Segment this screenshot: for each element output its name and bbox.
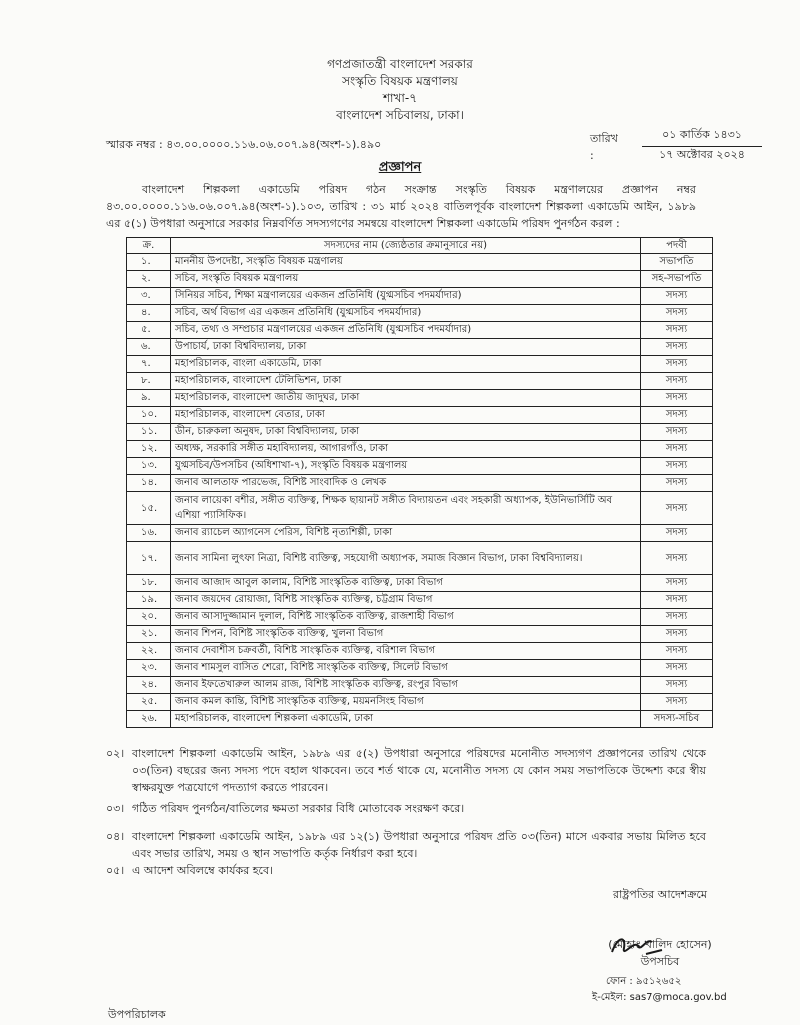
table-row — [127, 626, 713, 643]
serial-cell: ৬. — [127, 339, 171, 356]
member-name-cell: ডীন, চারুকলা অনুষদ, ঢাকা বিশ্ববিদ্যালয়, ঢাকা — [171, 424, 641, 441]
serial-cell: ১৭. — [127, 542, 171, 575]
col-header-serial: ক্র. — [127, 238, 171, 254]
serial-cell: ২. — [127, 271, 171, 288]
serial-cell: ১৮. — [127, 575, 171, 592]
table-row — [127, 694, 713, 711]
member-role-cell: সদস্য — [641, 492, 713, 525]
col-header-role: পদবী — [641, 238, 713, 254]
table-row — [127, 677, 713, 694]
table-row — [127, 424, 713, 441]
table-row — [127, 254, 713, 271]
member-name-cell: জনাব কমল কান্তি, বিশিষ্ট সাংস্কৃতিক ব্যক্তিত্ব, ময়মনসিংহ বিভাগ — [171, 694, 641, 711]
serial-cell: ২৬. — [127, 711, 171, 728]
serial-cell: ২০. — [127, 609, 171, 626]
member-role-cell: সদস্য — [641, 542, 713, 575]
table-row — [127, 542, 713, 575]
serial-cell: ১৫. — [127, 492, 171, 525]
member-name-cell: জনাব দেবাশীস চক্রবর্তী, বিশিষ্ট সাংস্কৃতিক ব্যক্তিত্ব, বরিশাল বিভাগ — [171, 643, 641, 660]
serial-cell: ৪. — [127, 305, 171, 322]
table-row — [127, 475, 713, 492]
serial-cell: ১. — [127, 254, 171, 271]
serial-cell: ৭. — [127, 356, 171, 373]
members-table — [126, 237, 713, 728]
member-role-cell: সদস্য — [641, 322, 713, 339]
member-name-cell: সচিব, অর্থ বিভাগ এর একজন প্রতিনিধি (যুগ্মসচিব পদমর্যাদার) — [171, 305, 641, 322]
member-role-cell: সদস্য — [641, 475, 713, 492]
clause-number: ০৩। — [106, 802, 125, 815]
serial-cell: ৯. — [127, 390, 171, 407]
clause-3 — [106, 800, 706, 817]
member-name-cell: মহাপরিচালক, বাংলাদেশ টেলিভিশন, ঢাকা — [171, 373, 641, 390]
member-name-cell: মহাপরিচালক, বাংলা একাডেমি, ঢাকা — [171, 356, 641, 373]
member-role-cell: সদস্য — [641, 626, 713, 643]
member-name-cell: সচিব, সংস্কৃতি বিষয়ক মন্ত্রণালয় — [171, 271, 641, 288]
serial-cell: ১৬. — [127, 525, 171, 542]
table-row — [127, 660, 713, 677]
branch-name: শাখা-৭ — [382, 91, 418, 105]
members-table-body — [127, 254, 713, 728]
clause-2 — [106, 745, 706, 796]
table-row — [127, 492, 713, 525]
member-name-cell: জনাব জয়দেব রোয়াজা, বিশিষ্ট সাংস্কৃতিক ব্যক্তিত্ব, চট্টগ্রাম বিভাগ — [171, 592, 641, 609]
clause-text: গঠিত পরিষদ পুনর্গঠন/বাতিলের ক্ষমতা সরকার বিধি মোতাবেক সংরক্ষণ করে। — [132, 802, 465, 815]
serial-cell: ১২. — [127, 441, 171, 458]
member-name-cell: জনাব আজাদ আবুল কালাম, বিশিষ্ট সাংস্কৃতিক ব্যক্তিত্ব, ঢাকা বিভাগ — [171, 575, 641, 592]
member-role-cell: সদস্য — [641, 694, 713, 711]
table-row — [127, 339, 713, 356]
member-name-cell: জনাব ইফতেখারুল আলম রাজ, বিশিষ্ট সাংস্কৃতিক ব্যক্তিত্ব, রংপুর বিভাগ — [171, 677, 641, 694]
member-role-cell: সদস্য — [641, 373, 713, 390]
signatory-phone: ফোন : ৯৫১২৬৫২ — [606, 976, 682, 987]
member-role-cell: সদস্য — [641, 441, 713, 458]
member-name-cell: যুগ্মসচিব/উপসচিব (অধিশাখা-৭), সংস্কৃতি বিষয়ক মন্ত্রণালয় — [171, 458, 641, 475]
member-name-cell: অধ্যক্ষ, সরকারি সঙ্গীত মহাবিদ্যালয়, আগারগাঁও, ঢাকা — [171, 441, 641, 458]
intro-paragraph: বাংলাদেশ শিল্পকলা একাডেমি পরিষদ গঠন সংক্রান্ত সংস্কৃতি বিষয়ক মন্ত্রণালয়ের প্রজ্ঞাপন নম্বর ৪৩.০০.০০০০.১১৬.০৬.০০৭.৯৪(অংশ-১).১০৩, তারিখ : ৩১ মার্চ ২০২৪ বাতিলপূর্বক বাংলাদেশ শিল্পকলা একাডেমি আইন, ১৯৮৯ এর ৫(১) উপধারা অনুসারে সরকার নিম্নবর্ণিত সদস্যগণের সমন্বয়ে বাংলাদেশ শিল্পকলা একাডেমি পরিষদ পুনর্গঠন করল : — [106, 183, 696, 230]
ministry-name: সংস্কৃতি বিষয়ক মন্ত্রণালয় — [342, 74, 458, 88]
table-row — [127, 525, 713, 542]
member-name-cell: জনাব শিপন, বিশিষ্ট সাংস্কৃতিক ব্যক্তিত্ব, খুলনা বিভাগ — [171, 626, 641, 643]
date-label: তারিখ : — [590, 132, 618, 162]
recipient-label: উপপরিচালক — [108, 1008, 166, 1021]
serial-cell: ৫. — [127, 322, 171, 339]
col-header-name: সদস্যদের নাম (জ্যেষ্ঠতার ক্রমানুসারে নয়) — [171, 238, 641, 254]
signatory-name: (মোহাঃ খালিদ হোসেন) — [608, 938, 712, 951]
table-row — [127, 441, 713, 458]
member-name-cell: জনাব লায়েকা বশীর, সঙ্গীত ব্যক্তিত্ব, শিক্ষক ছায়ানট সঙ্গীত বিদ্যায়তন এবং সহকারী অধ্যাপক, ইউনিভার্সিটি অব এশিয়া প্যাসিফিক। — [171, 492, 641, 525]
office-address: বাংলাদেশ সচিবালয়, ঢাকা। — [336, 108, 464, 122]
table-row — [127, 592, 713, 609]
serial-cell: ২৫. — [127, 694, 171, 711]
table-row — [127, 458, 713, 475]
serial-cell: ১৯. — [127, 592, 171, 609]
serial-cell: ১০. — [127, 407, 171, 424]
member-name-cell: মাননীয় উপদেষ্টা, সংস্কৃতি বিষয়ক মন্ত্রণালয় — [171, 254, 641, 271]
member-role-cell: সদস্য — [641, 592, 713, 609]
table-row — [127, 711, 713, 728]
clause-5 — [106, 862, 706, 879]
member-role-cell: সদস্য — [641, 643, 713, 660]
serial-cell: ১৩. — [127, 458, 171, 475]
date-english: ১৭ অক্টোবর ২০২৪ — [659, 148, 745, 161]
member-role-cell: সদস্য — [641, 609, 713, 626]
member-role-cell: সদস্য — [641, 390, 713, 407]
serial-cell: ৩. — [127, 288, 171, 305]
notice-title: প্রজ্ঞাপন — [378, 160, 422, 175]
serial-cell: ১১. — [127, 424, 171, 441]
signatory-designation: উপসচিব — [640, 955, 680, 968]
member-name-cell: সিনিয়র সচিব, শিক্ষা মন্ত্রণালয়ের একজন প্রতিনিধি (যুগ্মসচিব পদমর্যাদার) — [171, 288, 641, 305]
serial-cell: ২২. — [127, 643, 171, 660]
clause-text: বাংলাদেশ শিল্পকলা একাডেমি আইন, ১৯৮৯ এর ১২(১) উপধারা অনুসারে পরিষদ প্রতি ০৩(তিন) মাসে একবার সভায় মিলিত হবে এবং সভার তারিখ, সময় ও স্থান সভাপতি কর্তৃক নির্ধারণ করা হবে। — [132, 830, 706, 860]
member-role-cell: সদস্য — [641, 525, 713, 542]
letterhead — [0, 56, 800, 124]
date-bangla: ০১ কার্তিক ১৪৩১ — [642, 126, 762, 147]
clause-text: এ আদেশ অবিলম্বে কার্যকর হবে। — [132, 864, 274, 877]
member-name-cell: জনাব র‍্যাচেল অ্যাগনেস পেরিস, বিশিষ্ট নৃত্যশিল্পী, ঢাকা — [171, 525, 641, 542]
member-name-cell: সচিব, তথ্য ও সম্প্রচার মন্ত্রণালয়ের একজন প্রতিনিধি (যুগ্মসচিব পদমর্যাদার) — [171, 322, 641, 339]
member-name-cell: মহাপরিচালক, বাংলাদেশ শিল্পকলা একাডেমি, ঢাকা — [171, 711, 641, 728]
table-row — [127, 575, 713, 592]
member-name-cell: জনাব আসাদুজ্জামান দুলাল, বিশিষ্ট সাংস্কৃতিক ব্যক্তিত্ব, রাজশাহী বিভাগ — [171, 609, 641, 626]
member-role-cell: সদস্য — [641, 424, 713, 441]
member-role-cell: সদস্য — [641, 458, 713, 475]
table-row — [127, 643, 713, 660]
serial-cell: ২৪. — [127, 677, 171, 694]
table-row — [127, 609, 713, 626]
member-role-cell: সহ-সভাপতি — [641, 271, 713, 288]
table-row — [127, 373, 713, 390]
member-name-cell: জনাব আলতাফ পারভেজ, বিশিষ্ট সাংবাদিক ও লেখক — [171, 475, 641, 492]
member-role-cell: সদস্য — [641, 407, 713, 424]
member-role-cell: সভাপতি — [641, 254, 713, 271]
serial-cell: ৮. — [127, 373, 171, 390]
order-line: রাষ্ট্রপতির আদেশক্রমে — [613, 888, 707, 901]
member-role-cell: সদস্য — [641, 356, 713, 373]
table-row — [127, 390, 713, 407]
table-row — [127, 305, 713, 322]
clause-number: ০৪। — [106, 830, 125, 843]
member-name-cell: জনাব সামিনা লুৎফা নিত্রা, বিশিষ্ট ব্যক্তিত্ব, সহযোগী অধ্যাপক, সমাজ বিজ্ঞান বিভাগ, ঢাকা বিশ্ববিদ্যালয়। — [171, 542, 641, 575]
table-header-row — [127, 238, 713, 254]
memo-number: স্মারক নম্বর : ৪৩.০০.০০০০.১১৬.০৬.০০৭.৯৪(অংশ-১).৪৯০ — [106, 138, 382, 151]
member-role-cell: সদস্য — [641, 339, 713, 356]
member-name-cell: জনাব শামসুল বাসিত শেরো, বিশিষ্ট সাংস্কৃতিক ব্যক্তিত্ব, সিলেট বিভাগ — [171, 660, 641, 677]
table-row — [127, 288, 713, 305]
member-role-cell: সদস্য — [641, 288, 713, 305]
table-row — [127, 322, 713, 339]
member-role-cell: সদস্য — [641, 575, 713, 592]
member-name-cell: মহাপরিচালক, বাংলাদেশ বেতার, ঢাকা — [171, 407, 641, 424]
clause-text: বাংলাদেশ শিল্পকলা একাডেমি আইন, ১৯৮৯ এর ৫(২) উপধারা অনুসারে পরিষদের মনোনীত সদস্যগণ প্রজ্ঞাপনের তারিখ থেকে ০৩(তিন) বছরের জন্য সদস্য পদে বহাল থাকবেন। তবে শর্ত থাকে যে, মনোনীত সদস্য যে কোন সময় সভাপতিকে উদ্দেশ্য করে স্বীয় স্বাক্ষরযুক্ত পত্রযোগে পদত্যাগ করতে পারবেন। — [132, 747, 706, 794]
member-name-cell: মহাপরিচালক, বাংলাদেশ জাতীয় জাদুঘর, ঢাকা — [171, 390, 641, 407]
table-row — [127, 271, 713, 288]
signatory-email: ই-মেইল: sas7@moca.gov.bd — [592, 992, 727, 1003]
clause-number: ০৫। — [106, 864, 125, 877]
clause-4 — [106, 828, 706, 862]
serial-cell: ১৪. — [127, 475, 171, 492]
member-role-cell: সদস্য — [641, 660, 713, 677]
serial-cell: ২৩. — [127, 660, 171, 677]
member-role-cell: সদস্য-সচিব — [641, 711, 713, 728]
member-role-cell: সদস্য — [641, 305, 713, 322]
member-name-cell: উপাচার্য, ঢাকা বিশ্ববিদ্যালয়, ঢাকা — [171, 339, 641, 356]
table-row — [127, 407, 713, 424]
clause-number: ০২। — [106, 747, 125, 760]
govt-name: গণপ্রজাতন্ত্রী বাংলাদেশ সরকার — [327, 57, 473, 71]
table-row — [127, 356, 713, 373]
member-role-cell: সদস্য — [641, 677, 713, 694]
serial-cell: ২১. — [127, 626, 171, 643]
